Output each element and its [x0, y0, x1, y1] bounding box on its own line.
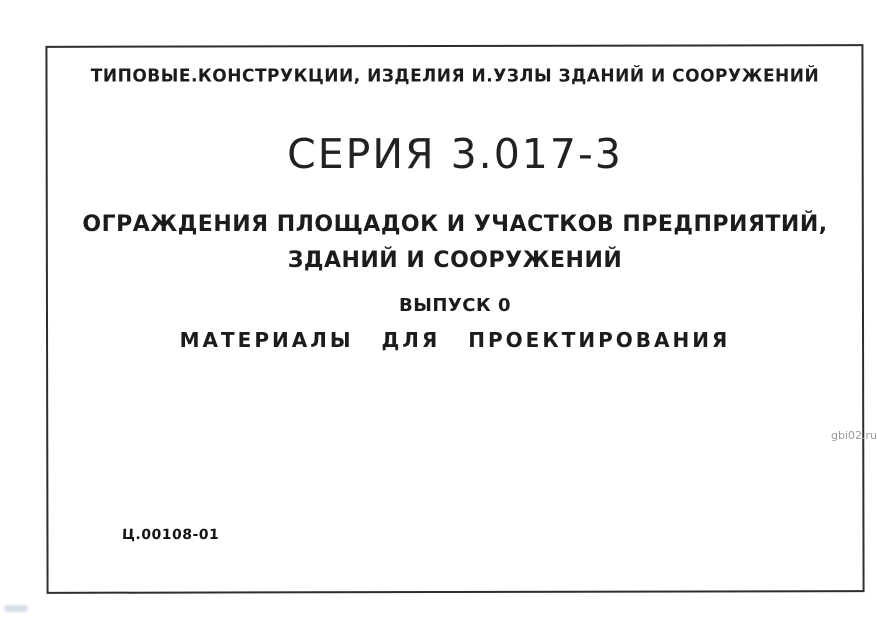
subject-title-line2: ЗДАНИЙ И СООРУЖЕНИЙ: [287, 248, 623, 273]
drawing-frame-border: [45, 44, 864, 594]
document-header: ТИПОВЫЕ.КОНСТРУКЦИИ, ИЗДЕЛИЯ И.УЗЛЫ ЗДАНИЙ И СООРУЖЕНИЙ: [90, 65, 820, 87]
corner-smudge-icon: [4, 605, 28, 612]
subject-title-line1: ОГРАЖДЕНИЯ ПЛОЩАДОК И УЧАСТКОВ ПРЕДПРИЯТИЙ,: [82, 212, 828, 237]
document-code: Ц.00108-01: [121, 527, 220, 543]
issue-number: ВЫПУСК 0: [398, 295, 512, 316]
series-title: СЕРИЯ 3.017-3: [287, 130, 623, 178]
document-subtitle: МАТЕРИАЛЫ ДЛЯ ПРОЕКТИРОВАНИЯ: [179, 328, 731, 352]
site-watermark-text: gbi02.ru: [831, 429, 877, 442]
